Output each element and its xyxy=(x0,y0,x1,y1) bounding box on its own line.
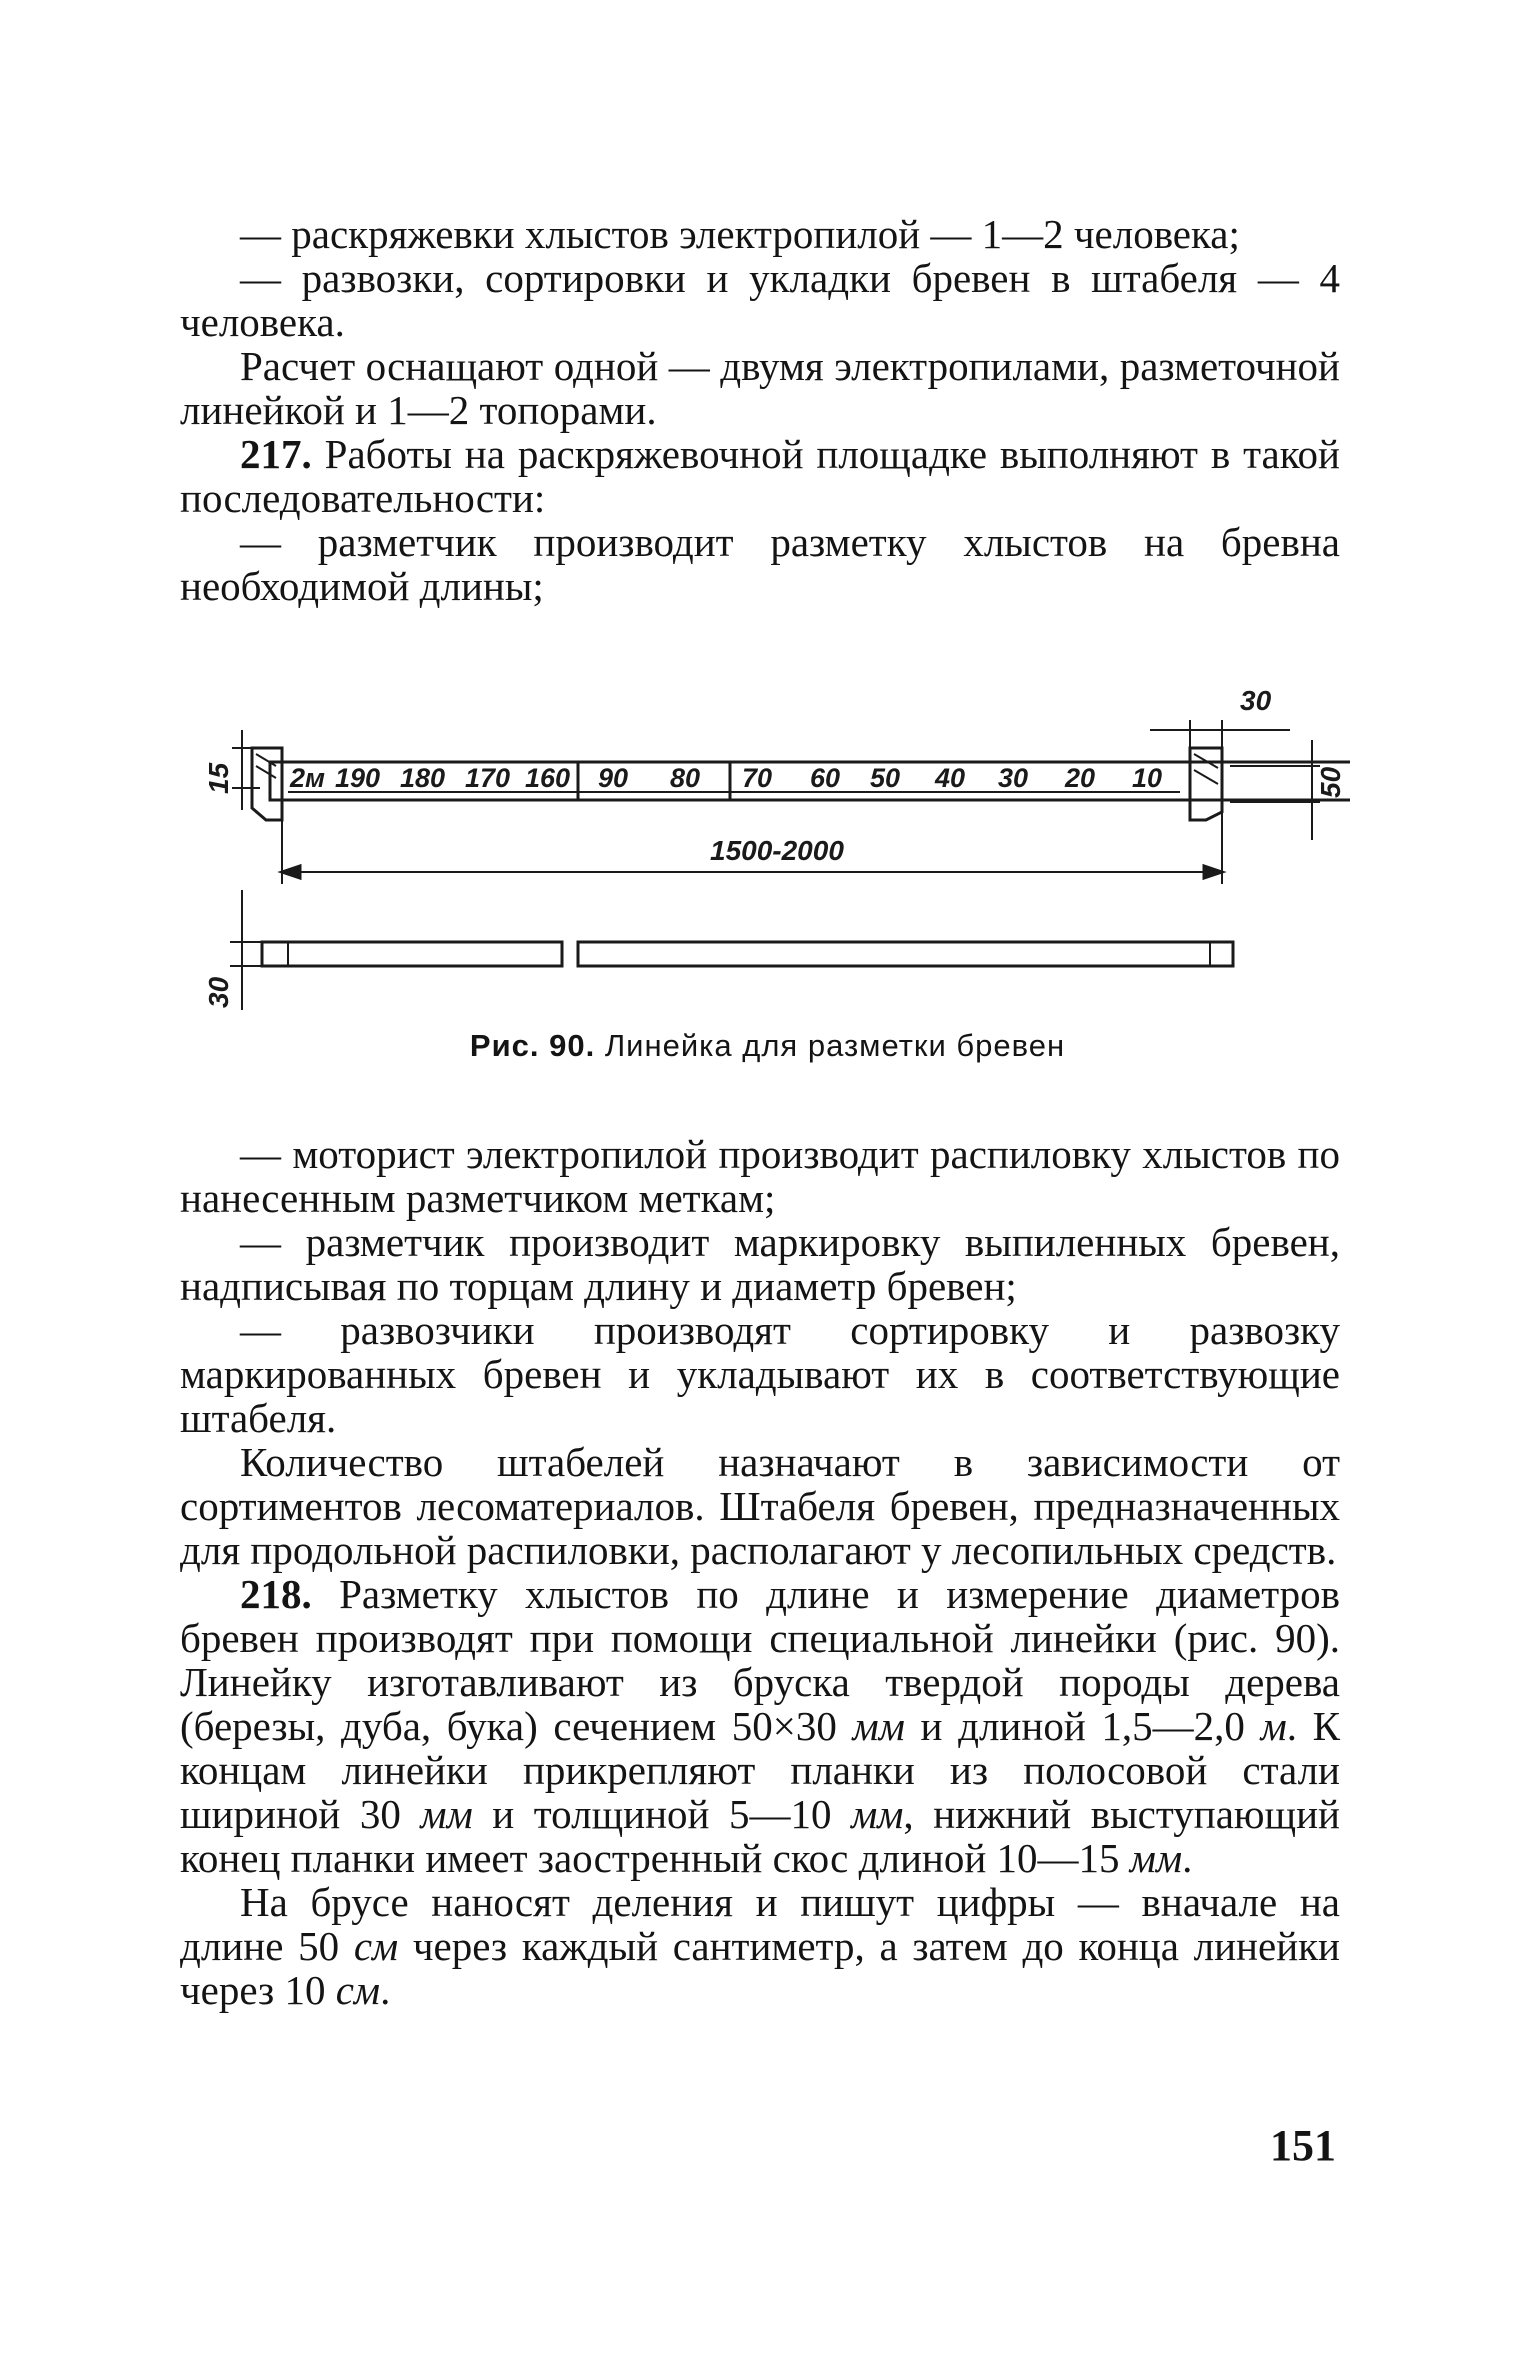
unit-text: см xyxy=(335,1967,381,2013)
dimension-overall-label: 1500-2000 xyxy=(710,835,844,866)
page-number: 151 xyxy=(1270,2121,1336,2170)
text-run: . xyxy=(380,1967,391,2013)
text-run: и толщиной 5—10 xyxy=(472,1791,852,1837)
dimension-right-label: 50 xyxy=(1315,766,1346,798)
text-run: через каждый сантиметр, а затем до конца линейки через 10 xyxy=(180,1923,1340,2013)
dimension-top-right-label: 30 xyxy=(1240,685,1272,716)
paragraph: — развозки, сортировки и укладки бревен в штабеля — 4 человека. xyxy=(180,255,1340,345)
paragraph-text: Работы на раскряжевочной площадке выполняют в такой последовательности: xyxy=(180,431,1340,521)
scale-label: 60 xyxy=(810,763,841,793)
text-run: . К концам линейки прикрепляют планки из полосовой стали шириной 30 xyxy=(180,1703,1340,1837)
dimension-left-label: 15 xyxy=(203,762,234,794)
scale-label: 170 xyxy=(465,763,511,793)
paragraph: — раскряжевки хлыстов электропилой — 1—2 человека; xyxy=(240,211,1240,257)
ruler-plan-left xyxy=(262,942,562,966)
paragraph: — моторист электропилой производит распиловку хлыстов по нанесенным разметчиком меткам; xyxy=(180,1131,1340,1221)
section-number: 217. xyxy=(240,431,312,477)
text-run: и длиной 1,5—2,0 xyxy=(904,1703,1261,1749)
paragraph: — разметчик производит разметку хлыстов на бревна необходимой длины; xyxy=(180,519,1340,609)
text-run: Разметку хлыстов по длине и измерение диаметров бревен производят при помощи специальной линейки (рис. 90). Линейку изготавливают из бруска твердой породы дерева (березы, дуба, бука) сечением 50×30 xyxy=(180,1571,1340,1749)
unit-text: мм xyxy=(420,1791,473,1837)
figure-caption xyxy=(0,1028,1535,1064)
paragraph-217 xyxy=(180,432,1340,520)
text-run: . xyxy=(1182,1835,1193,1881)
caption-label: Рис. 90. xyxy=(469,1028,596,1063)
unit-text: мм xyxy=(851,1791,904,1837)
scale-label: 50 xyxy=(870,763,901,793)
scale-label: 190 xyxy=(335,763,381,793)
scale-label: 160 xyxy=(525,763,571,793)
unit-text: мм xyxy=(1129,1835,1183,1881)
paragraph-last xyxy=(180,1880,1340,2012)
scale-label: 10 xyxy=(1132,763,1163,793)
paragraph-218 xyxy=(180,1572,1340,1880)
scale-label: 40 xyxy=(935,763,966,793)
paragraph: Количество штабелей назначают в зависимости от сортиментов лесоматериалов. Штабеля бревен, предназначенных для продольной распиловки, располагают у лесопильных средств. xyxy=(180,1439,1340,1573)
left-end-plate xyxy=(252,748,282,820)
scale-label: 70 xyxy=(742,763,773,793)
unit-text: мм xyxy=(852,1703,905,1749)
section-number: 218. xyxy=(240,1571,312,1617)
unit-text: см xyxy=(353,1923,399,1969)
unit-text: м xyxy=(1260,1703,1287,1749)
scale-label: 30 xyxy=(998,763,1029,793)
ruler-plan-right xyxy=(578,942,1233,966)
bottom-text-block xyxy=(180,1132,1340,2012)
paragraph: Расчет оснащают одной — двумя электропилами, разметочной линейкой и 1—2 топорами. xyxy=(180,343,1340,433)
scale-label: 80 xyxy=(670,763,701,793)
text-run: , нижний выступающий конец планки имеет заостренный скос длиной 10—15 xyxy=(180,1791,1340,1881)
top-text-block xyxy=(180,212,1340,608)
dimension-bottom-label: 30 xyxy=(203,976,234,1008)
scale-label: 20 xyxy=(1065,763,1096,793)
paragraph: — развозчики производят сортировку и развозку маркированных бревен и укладывают их в соответствующие штабеля. xyxy=(180,1307,1340,1441)
text-run: На брусе наносят деления и пишут цифры — вначале на длине 50 xyxy=(180,1879,1340,1969)
paragraph: — разметчик производит маркировку выпиленных бревен, надписывая по торцам длину и диаметр бревен; xyxy=(180,1219,1340,1309)
scale-label: 180 xyxy=(400,763,446,793)
scale-label: 90 xyxy=(598,763,629,793)
caption-text: Линейка для разметки бревен xyxy=(604,1028,1066,1063)
ruler-figure xyxy=(170,670,1350,1030)
scale-prefix-label: 2м xyxy=(290,763,325,793)
